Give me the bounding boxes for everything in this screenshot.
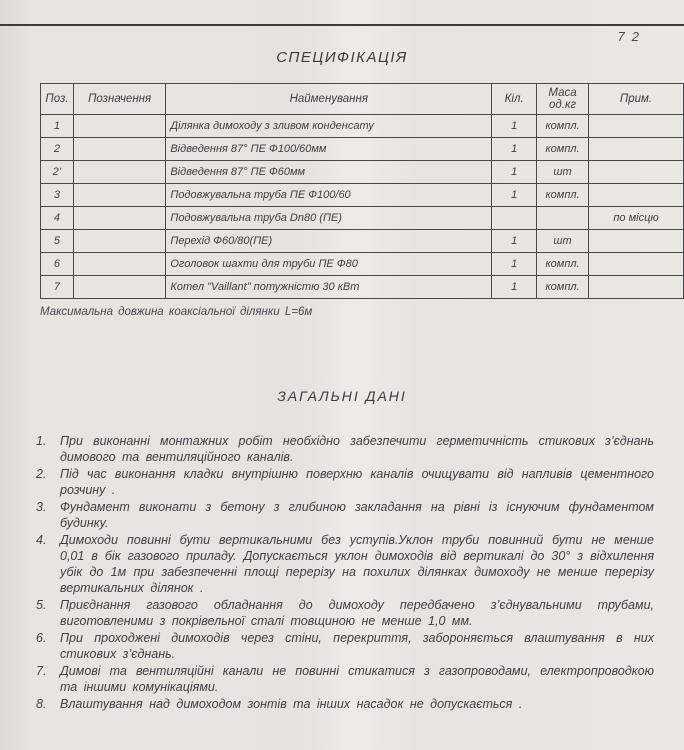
cell-mass (537, 207, 589, 230)
cell-qty: 1 (492, 115, 537, 138)
general-notes-list (36, 433, 654, 713)
page-number: 72 (617, 29, 646, 44)
cell-pos: 2 (41, 138, 74, 161)
cell-designation (73, 184, 165, 207)
header-designation: Позначення (73, 84, 165, 115)
cell-qty: 1 (492, 253, 537, 276)
table-row (41, 115, 684, 138)
item-number: 1. (36, 434, 47, 448)
item-text: Димові та вентиляційні канали не повинні стикатися з газопроводами, електропроводкою та іншими комунікаціями. (60, 664, 654, 694)
cell-mass: компл. (537, 253, 589, 276)
general-data-title: ЗАГАЛЬНІ ДАНІ (277, 388, 407, 404)
cell-designation (73, 115, 165, 138)
cell-pos: 3 (41, 184, 74, 207)
table-row (41, 207, 684, 230)
list-item (36, 466, 654, 498)
cell-pos: 2’ (41, 161, 74, 184)
cell-name: Відведення 87° ПЕ Ф100/60мм (166, 138, 492, 161)
cell-qty: 1 (492, 184, 537, 207)
list-item (36, 696, 654, 712)
item-text: Влаштування над димоходом зонтів та інших насадок не допускається . (60, 697, 523, 711)
item-text: Приєднання газового обладнання до димоходу передбачено з’єднувальними трубами, виготовленими з покрівельної сталі товщиною не менше 1,0 мм. (60, 598, 654, 628)
cell-name: Подовжувальна труба Dn80 (ПЕ) (166, 207, 492, 230)
table-row (41, 276, 684, 299)
list-item (36, 499, 654, 531)
header-note: Прим. (589, 84, 684, 115)
list-item (36, 663, 654, 695)
table-row (41, 161, 684, 184)
cell-qty: 1 (492, 230, 537, 253)
cell-designation (73, 276, 165, 299)
cell-mass: компл. (537, 276, 589, 299)
cell-name: Ділянка димоходу з зливом конденсату (166, 115, 492, 138)
list-item (36, 532, 654, 596)
cell-pos: 1 (41, 115, 74, 138)
header-name: Найменування (166, 84, 492, 115)
list-item (36, 630, 654, 662)
cell-pos: 7 (41, 276, 74, 299)
item-text: Під час виконання кладки внутрішню поверхню каналів очищувати від напливів цементного розчину . (60, 467, 654, 497)
cell-qty: 1 (492, 161, 537, 184)
item-number: 2. (36, 467, 47, 481)
spec-title: СПЕЦИФІКАЦІЯ (276, 49, 408, 66)
cell-note (589, 230, 684, 253)
cell-note (589, 184, 684, 207)
item-number: 8. (36, 697, 47, 711)
cell-note (589, 161, 684, 184)
cell-designation (73, 161, 165, 184)
header-mass (537, 84, 589, 115)
cell-designation (73, 253, 165, 276)
table-row (41, 184, 684, 207)
item-text: При проходжені димоходів через стіни, перекриття, забороняється влаштування в них стикових з’єднань. (60, 631, 654, 661)
cell-note (589, 138, 684, 161)
item-text: Димоходи повинні бути вертикальними без уступів.Уклон труби повинний бути не менше 0,01 в бік газового приладу. Допускається уклон димоходів від вертикалі до 30° з відхилення убік до 1м при забезпеченні площі перерізу на похилих ділянках димоходу не менше перерізу вертикальних ділянок . (60, 533, 654, 595)
list-item (36, 433, 654, 465)
item-number: 3. (36, 500, 47, 514)
cell-name: Подовжувальна труба ПЕ Ф100/60 (166, 184, 492, 207)
page-top-rule (0, 24, 684, 26)
item-text: При виконанні монтажних робіт необхідно забезпечити герметичність стикових з’єднань димового та вентиляційного каналів. (60, 434, 654, 464)
cell-qty: 1 (492, 138, 537, 161)
cell-pos: 4 (41, 207, 74, 230)
item-text: Фундамент виконати з бетону з глибиною закладання на рівні із існуючим фундаментом будинку. (60, 500, 654, 530)
cell-note (589, 276, 684, 299)
item-number: 7. (36, 664, 47, 678)
cell-mass: компл. (537, 138, 589, 161)
max-length-note: Максимальна довжина коаксіальної ділянки L=6м (40, 306, 313, 318)
header-mass-line1: Маса (548, 87, 577, 99)
cell-pos: 5 (41, 230, 74, 253)
cell-name: Перехід Ф60/80(ПЕ) (166, 230, 492, 253)
item-number: 4. (36, 533, 47, 547)
cell-designation (73, 230, 165, 253)
header-mass-line2: од.кг (549, 99, 577, 111)
table-row (41, 230, 684, 253)
cell-mass: шт (537, 161, 589, 184)
cell-name: Котел "Vaillant" потужністю 30 кВт (166, 276, 492, 299)
cell-note: по місцю (589, 207, 684, 230)
table-row (41, 138, 684, 161)
specification-table (40, 83, 684, 299)
list-item (36, 597, 654, 629)
cell-note (589, 253, 684, 276)
cell-note (589, 115, 684, 138)
cell-designation (73, 207, 165, 230)
header-qty: Кіл. (492, 84, 537, 115)
cell-mass: компл. (537, 115, 589, 138)
item-number: 5. (36, 598, 47, 612)
cell-qty: 1 (492, 276, 537, 299)
table-row (41, 253, 684, 276)
cell-designation (73, 138, 165, 161)
header-pos: Поз. (41, 84, 74, 115)
cell-name: Відведення 87° ПЕ Ф60мм (166, 161, 492, 184)
cell-name: Оголовок шахти для труби ПЕ Ф80 (166, 253, 492, 276)
cell-mass: компл. (537, 184, 589, 207)
cell-qty (492, 207, 537, 230)
cell-pos: 6 (41, 253, 74, 276)
item-number: 6. (36, 631, 47, 645)
table-header-row (41, 84, 684, 115)
cell-mass: шт (537, 230, 589, 253)
